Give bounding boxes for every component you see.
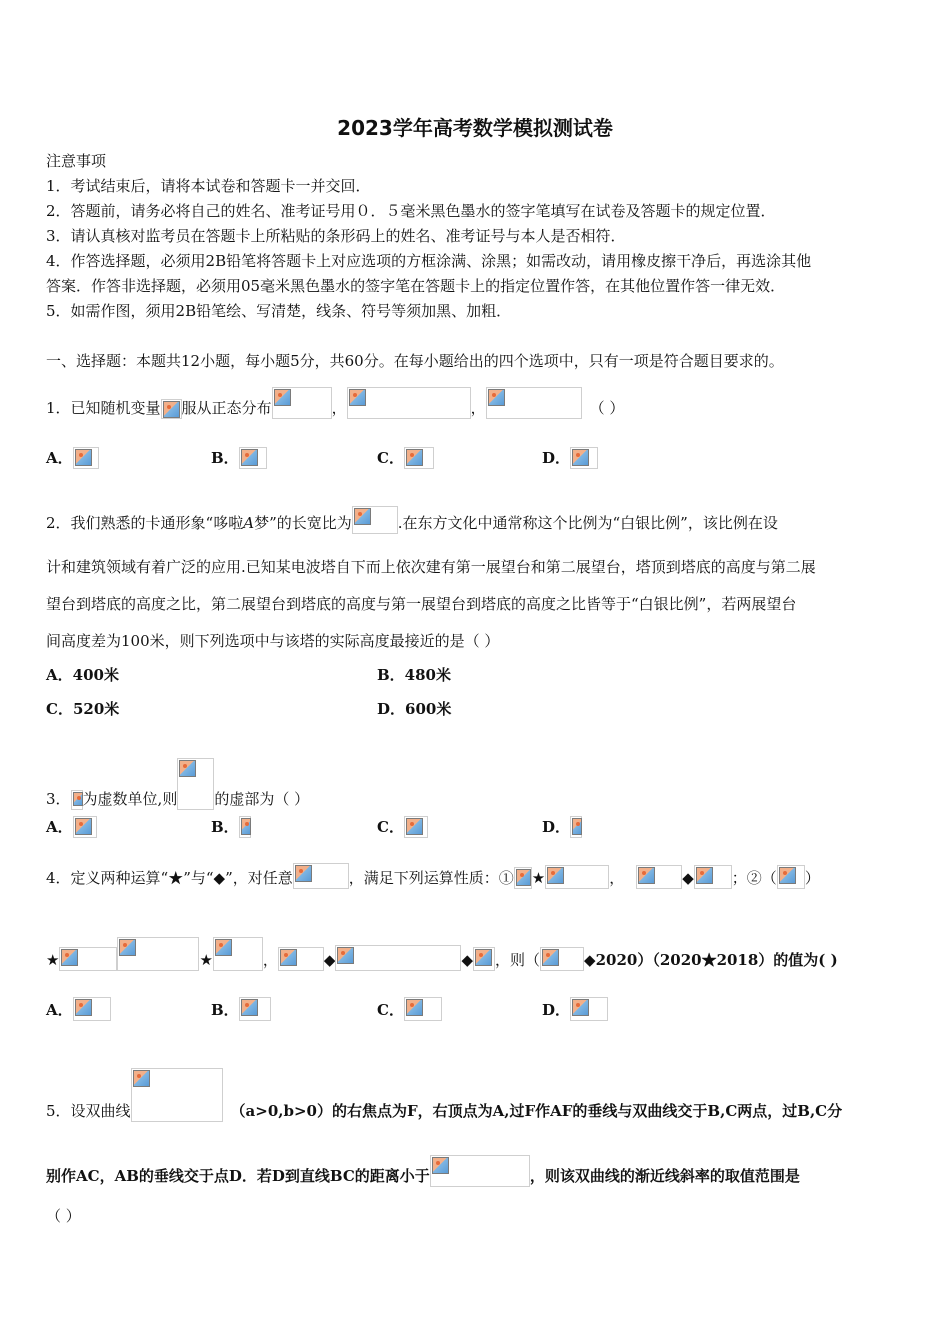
question-4-line-1 [46,863,820,889]
formula-image [71,790,83,810]
question-1 [46,387,624,419]
image-icon [179,760,196,777]
option-label: D． [542,449,571,467]
q1-option-b[interactable] [211,447,267,469]
note-item-1: 1．考试结束后，请将本试卷和答题卡一并交回． [46,177,371,195]
image-icon [337,947,354,964]
q4-option-c[interactable] [377,997,442,1021]
q2-option-c[interactable]: C．520米 [46,700,120,718]
q4-text: ） [804,869,820,887]
formula-image [213,937,263,971]
formula-image [73,447,99,469]
q4-text: ◆2020）（2020★2018）的值为( ) [584,951,838,969]
option-label: B． [211,1001,239,1019]
q3-option-d[interactable] [542,816,582,838]
formula-image [239,997,271,1021]
option-label: C． [377,449,404,467]
q3-option-a[interactable] [46,816,97,838]
q3-option-c[interactable] [377,816,428,838]
q1-option-c[interactable] [377,447,434,469]
image-icon [75,449,92,466]
formula-image [540,947,584,971]
image-icon [406,818,423,835]
q2-text: .在东方文化中通常称这个比例为“白银比例”，该比例在设 [397,514,778,532]
formula-image [570,816,582,838]
image-icon [215,939,232,956]
option-label: C． [377,818,404,836]
image-icon [547,867,564,884]
formula-image [293,863,349,889]
q4-text: ◆ [323,951,336,969]
q1-text-e: （ ） [589,399,625,417]
formula-image [486,387,582,419]
image-icon [280,949,297,966]
formula-image [239,447,267,469]
formula-image [278,947,324,971]
question-4-line-2 [46,937,838,971]
q1-text-b: 服从正态分布 [181,399,272,417]
image-icon [488,389,505,406]
formula-image [272,387,332,419]
formula-image [347,387,471,419]
image-icon [119,939,136,956]
q4-text: ★ [199,951,213,969]
formula-image [514,867,532,889]
q4-text: ★ [46,951,60,969]
formula-image [59,947,117,971]
formula-image [694,865,732,889]
q4-text: ◆ [461,951,474,969]
image-icon [349,389,366,406]
q4-option-d[interactable] [542,997,608,1021]
note-item-3: 3．请认真核对监考员在答题卡上所粘贴的条形码上的姓名、准考证号与本人是否相符． [46,227,626,245]
option-label: B． [211,818,239,836]
q2-text: 梦”的长宽比为 [254,514,352,532]
note-item-4: 4．作答选择题，必须用2B铅笔将答题卡上对应选项的方框涂满、涂黑；如需改动，请用橡皮擦干净后，再选涂其他 [46,252,812,270]
question-5-line-1 [46,1068,842,1122]
q1-text-d: ， [470,399,486,417]
q2-option-a[interactable]: A．400米 [46,666,119,684]
option-label: A． [46,818,73,836]
q4-text: ， [609,869,625,887]
image-icon [516,869,531,886]
q4-option-a[interactable] [46,997,111,1021]
formula-image [636,865,682,889]
q1-option-a[interactable] [46,447,99,469]
image-icon [406,999,423,1016]
q2-italic-a: A [243,514,255,532]
notes-heading: 注意事项 [46,152,107,170]
image-icon [75,818,92,835]
question-2-line-1 [46,506,778,534]
note-item-2: 2．答题前，请务必将自己的姓名、准考证号用０．５毫米黑色墨水的签字笔填写在试卷及答题卡的规定位置． [46,202,776,220]
note-item-5: 5．如需作图，须用2B铅笔绘、写清楚，线条、符号等须加黑、加粗． [46,302,512,320]
q4-text: ◆ [682,869,694,887]
formula-image [335,945,461,971]
image-icon [73,792,83,806]
option-label: D． [542,1001,571,1019]
formula-image [404,447,434,469]
image-icon [241,449,258,466]
formula-image [545,865,609,889]
formula-image [239,816,251,838]
q5-text: （a>0,b>0）的右焦点为F，右顶点为A,过F作AF的垂线与双曲线交于B,C两点，过B,C分 [230,1102,843,1120]
formula-image [117,937,199,971]
image-icon [75,999,92,1016]
image-icon [542,949,559,966]
option-label: A． [46,1001,73,1019]
q1-text-a: 1．已知随机变量 [46,399,161,417]
q3-option-b[interactable] [211,816,251,838]
image-icon [779,867,796,884]
question-3 [46,758,309,810]
image-icon [432,1157,449,1174]
image-icon [354,508,371,525]
q5-text: 别作AC，AB的垂线交于点D．若D到直线BC的距离小于 [46,1167,430,1185]
image-icon [241,818,251,835]
formula-image [131,1068,223,1122]
question-5-line-3: （ ） [46,1207,81,1225]
image-icon [696,867,713,884]
formula-image [177,758,214,810]
q1-option-d[interactable] [542,447,598,469]
q4-text: ；②（ [731,869,777,887]
formula-image [404,997,442,1021]
formula-image [777,865,805,889]
formula-image [404,816,428,838]
image-icon [406,449,423,466]
q2-text: 2．我们熟悉的卡通形象“哆啦 [46,514,244,532]
q3-text: 3． [46,790,71,808]
image-icon [572,818,582,835]
option-label: A． [46,449,73,467]
q4-text: ， [262,951,278,969]
q4-text: ，则（ [495,951,541,969]
formula-image [73,997,111,1021]
q4-text: 4．定义两种运算“★”与“◆”，对任意 [46,869,293,887]
image-icon [572,449,589,466]
q5-text: 5．设双曲线 [46,1102,131,1120]
q4-text: ★ [531,869,546,887]
image-icon [274,389,291,406]
q3-text: 的虚部为（ ） [214,790,310,808]
image-icon [475,949,492,966]
question-2-line-3: 望台到塔底的高度之比，第二展望台到塔底的高度与第一展望台到塔底的高度之比皆等于“白银比例”，若两展望台 [46,595,797,613]
image-icon [295,865,312,882]
formula-image [352,506,398,534]
q4-option-b[interactable] [211,997,271,1021]
option-label: C． [377,1001,404,1019]
image-icon [133,1070,150,1087]
formula-image [570,447,598,469]
image-icon [61,949,78,966]
formula-image [473,947,495,971]
q4-text: ，满足下列运算性质：① [348,869,514,887]
q5-text: ，则该双曲线的渐近线斜率的取值范围是 [529,1167,800,1185]
page-title: 2023学年高考数学模拟测试卷 [337,116,613,140]
image-icon [572,999,589,1016]
image-icon [638,867,655,884]
option-label: D． [542,818,571,836]
formula-image [161,399,182,419]
q3-text: 为虚数单位,则 [82,790,178,808]
formula-image [430,1155,530,1187]
formula-image [570,997,608,1021]
q2-option-d[interactable]: D．600米 [377,700,452,718]
question-5-line-2 [46,1155,800,1187]
option-label: B． [211,449,239,467]
image-icon [241,999,258,1016]
question-2-line-2: 计和建筑领域有着广泛的应用.已知某电波塔自下而上依次建有第一展望台和第二展望台，塔顶到塔底的高度与第二展 [46,558,816,576]
image-icon [163,401,180,418]
question-2-line-4: 间高度差为100米，则下列选项中与该塔的实际高度最接近的是（ ） [46,632,500,650]
formula-image [73,816,97,838]
section-heading: 一、选择题：本题共12小题，每小题5分，共60分。在每小题给出的四个选项中，只有一项是符合题目要求的。 [46,352,784,370]
note-item-4-cont: 答案．作答非选择题，必须用05毫米黑色墨水的签字笔在答题卡上的指定位置作答，在其他位置作答一律无效． [46,277,786,295]
q2-option-b[interactable]: B．480米 [377,666,451,684]
q1-text-c: ， [331,399,347,417]
